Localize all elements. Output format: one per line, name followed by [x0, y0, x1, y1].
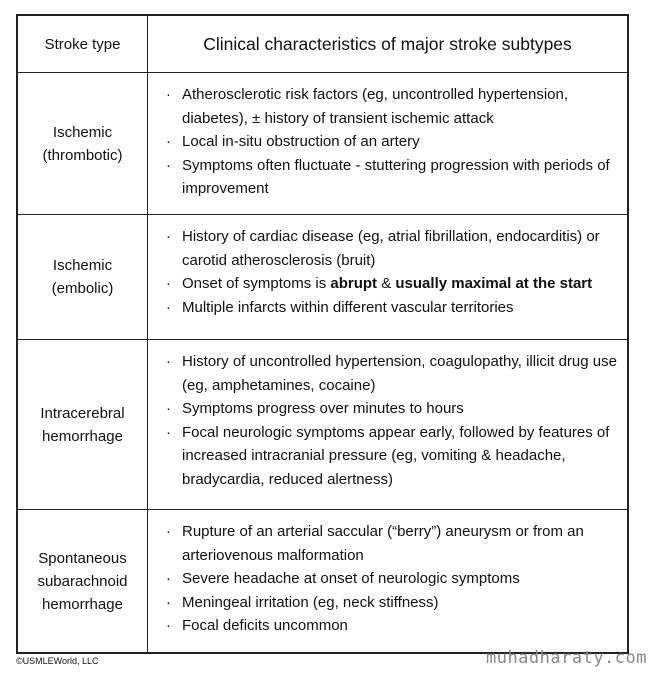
item-text: Symptoms often fluctuate - stuttering progression with periods of improvement — [182, 156, 610, 197]
item-text: Focal neurologic symptoms appear early, followed by features of increased intracranial pressure (eg, vomiting & headache, bradycardia, reduced alertness) — [182, 423, 610, 488]
characteristics-cell — [148, 215, 627, 340]
bullet-icon: · — [166, 617, 171, 634]
characteristic-item — [166, 154, 621, 201]
item-text: Severe headache at onset of neurologic symptoms — [182, 570, 520, 587]
item-text: Symptoms progress over minutes to hours — [182, 400, 464, 417]
characteristic-item — [166, 397, 621, 421]
item-text: Atherosclerotic risk factors (eg, uncontrolled hypertension, diabetes), ± history of transient ischemic attack — [182, 86, 569, 127]
item-text: Local in-situ obstruction of an artery — [182, 133, 420, 150]
characteristic-item — [166, 296, 621, 320]
bullet-icon: · — [166, 133, 171, 150]
characteristics-list — [166, 225, 621, 319]
characteristic-item — [166, 567, 621, 591]
characteristic-item — [166, 130, 621, 154]
characteristics-list — [166, 83, 621, 201]
bullet-icon: · — [166, 228, 171, 245]
bullet-icon: · — [166, 570, 171, 587]
stroke-type-cell — [18, 510, 148, 652]
bullet-icon: · — [166, 400, 171, 417]
stroke-type-cell — [18, 340, 148, 510]
characteristic-item — [166, 272, 621, 296]
stroke-type-cell — [18, 73, 148, 215]
characteristic-item — [166, 350, 621, 397]
characteristic-item — [166, 421, 621, 492]
emphasis-text: abrupt — [330, 275, 378, 292]
bullet-icon: · — [166, 353, 171, 370]
copyright-notice: ©USMLEWorld, LLC — [16, 656, 99, 666]
stroke-subtypes-table — [16, 14, 629, 654]
characteristics-cell — [148, 340, 627, 510]
characteristic-item — [166, 591, 621, 615]
bullet-icon: · — [166, 86, 171, 103]
item-text: Onset of symptoms is — [182, 275, 331, 292]
bullet-icon: · — [166, 275, 171, 292]
stroke-type-label: Spontaneous subarachnoid hemorrhage — [37, 549, 128, 613]
item-text: Focal deficits uncommon — [182, 617, 348, 634]
item-text: Meningeal irritation (eg, neck stiffness) — [182, 593, 439, 611]
bullet-icon: · — [166, 423, 171, 441]
item-text: Multiple infarcts within different vascular territories — [182, 298, 514, 316]
item-text: Rupture of an arterial saccular (“berry”) aneurysm or from an arteriovenous malformation — [182, 523, 584, 564]
characteristic-item — [166, 520, 621, 567]
bullet-icon: · — [166, 523, 171, 540]
bullet-icon: · — [166, 156, 171, 174]
watermark: muhadharaty.com — [485, 648, 647, 668]
item-text: & — [377, 275, 396, 292]
characteristic-item — [166, 225, 621, 272]
characteristics-cell — [148, 510, 627, 652]
characteristics-list — [166, 350, 621, 491]
stroke-type-label: Intracerebral hemorrhage — [40, 404, 125, 445]
emphasis-text: usually maximal at the start — [395, 275, 593, 292]
header-clinical-characteristics: Clinical characteristics of major stroke subtypes — [148, 16, 627, 73]
stroke-type-label: Ischemic (thrombotic) — [42, 123, 123, 164]
stroke-type-label: Ischemic (embolic) — [51, 257, 114, 297]
bullet-icon: · — [166, 593, 171, 611]
bullet-icon: · — [166, 298, 171, 316]
characteristics-list — [166, 520, 621, 638]
item-text: History of cardiac disease (eg, atrial fibrillation, endocarditis) or carotid atherosclerosis (bruit) — [182, 228, 600, 269]
header-stroke-type: Stroke type — [18, 16, 148, 73]
characteristic-item — [166, 614, 621, 638]
stroke-type-cell — [18, 215, 148, 340]
item-text: History of uncontrolled hypertension, coagulopathy, illicit drug use (eg, amphetamines, cocaine) — [182, 353, 617, 394]
characteristic-item — [166, 83, 621, 130]
characteristics-cell — [148, 73, 627, 215]
